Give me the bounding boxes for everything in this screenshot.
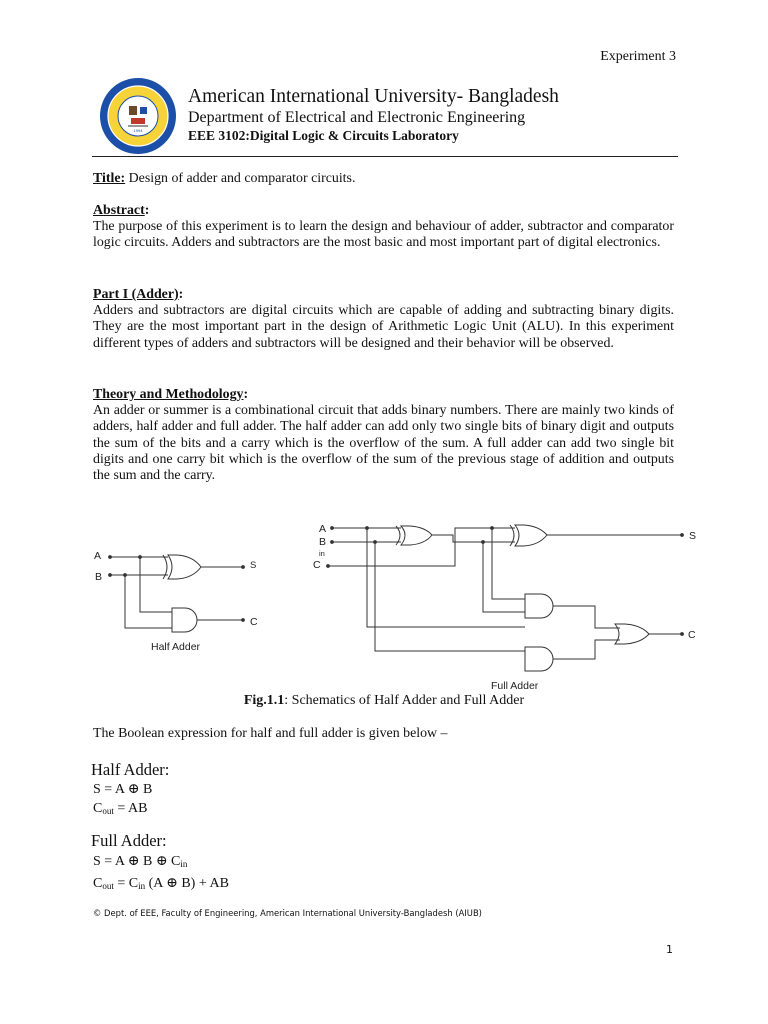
ha-input-a-label: A <box>94 550 102 562</box>
abstract-heading: Abstract: <box>93 203 150 218</box>
full-adder-heading: Full Adder: <box>91 831 167 850</box>
half-adder-and-gate <box>172 608 197 632</box>
part1-label: Part I (Adder) <box>93 287 179 302</box>
adder-schematic <box>85 515 715 695</box>
figure-caption-label: Fig.1.1 <box>243 693 285 708</box>
half-adder-heading: Half Adder: <box>91 760 170 779</box>
figure-caption-text: : Schematics of Half Adder and Full Adder <box>284 693 525 708</box>
fa-input-a-label: A <box>319 523 327 535</box>
fa-input-c-label: C <box>313 559 321 571</box>
university-name: American International University- Bangladesh <box>188 86 559 107</box>
theory-label: Theory and Methodology <box>93 387 244 402</box>
ha-caption: Half Adder <box>151 641 201 653</box>
half-adder-sum-expr: S = A ⊕ B <box>93 782 153 797</box>
full-adder-carry-expr: $C_{out} = C_{in}$ (A ⊕ B) + AB <box>93 876 229 891</box>
ha-output-s-label: S <box>250 560 257 571</box>
theory-text: An adder or summer is a combinational circuit that adds binary numbers. There are mainly two kinds of adders, half adder and full adder. The half adder can add only two single bits of binary digit and outputs the sum of the bits and a carry which is the overflow of the sum. A full adder can add two single bit digits and one carry bit which is the overflow of the sum of the previous stage of addition and outputs the sum and the carry. <box>93 403 674 484</box>
title-line <box>93 171 674 187</box>
title-label: Title: <box>93 171 126 186</box>
half-adder-xor-gate <box>168 555 201 579</box>
part1-text: Adders and subtractors are digital circuits which are capable of adding and subtracting binary digits. They are the most important part in the design of Arithmetic Logic Unit (ALU). In this experiment different types of adders and subtractors will be designed and their behavior will be observed. <box>93 303 674 351</box>
full-adder-xor-2 <box>515 525 547 546</box>
figure-caption <box>0 693 768 709</box>
full-adder-and-1 <box>525 594 553 618</box>
half-adder-carry-expr: $C_{out}$ = AB <box>93 801 148 816</box>
fa-output-s-label: S <box>689 530 697 542</box>
full-adder-xor-1 <box>401 526 432 545</box>
full-adder-or-gate <box>615 624 649 644</box>
theory-heading: Theory and Methodology: <box>93 387 249 402</box>
course-title: EEE 3102:Digital Logic & Circuits Laboratory <box>188 128 459 143</box>
fa-input-cin-sub: in <box>319 549 325 558</box>
full-adder-sum-expr: S = A ⊕ B ⊕ $C_{in}$ <box>93 854 188 869</box>
page-number: 1 <box>666 943 673 956</box>
header-divider <box>92 156 678 157</box>
page-footer: © Dept. of EEE, Faculty of Engineering, American International University-Bangladesh (AIUB) <box>93 908 482 918</box>
boolean-intro: The Boolean expression for half and full adder is given below – <box>93 726 448 741</box>
title-text: Design of adder and comparator circuits. <box>125 171 356 186</box>
full-adder-circuit <box>327 525 684 671</box>
department-name: Department of Electrical and Electronic Engineering <box>188 109 526 126</box>
full-adder-and-2 <box>525 647 553 671</box>
university-logo <box>98 76 178 156</box>
abstract-label: Abstract <box>93 203 145 218</box>
half-adder-circuit <box>109 555 245 632</box>
fa-input-b-label: B <box>319 536 327 548</box>
fa-output-c-label: C <box>688 629 696 641</box>
part1-heading: Part I (Adder): <box>93 287 184 302</box>
fa-caption: Full Adder <box>491 680 539 692</box>
ha-input-b-label: B <box>95 571 103 583</box>
logo-year: 1994 <box>133 128 143 133</box>
experiment-label: Experiment 3 <box>600 49 676 64</box>
ha-output-c-label: C <box>250 616 258 628</box>
abstract-text: The purpose of this experiment is to learn the design and behaviour of adder, subtractor and comparator logic circuits. Adders and subtractors are the most basic and most important part of digital electronics. <box>93 219 674 251</box>
